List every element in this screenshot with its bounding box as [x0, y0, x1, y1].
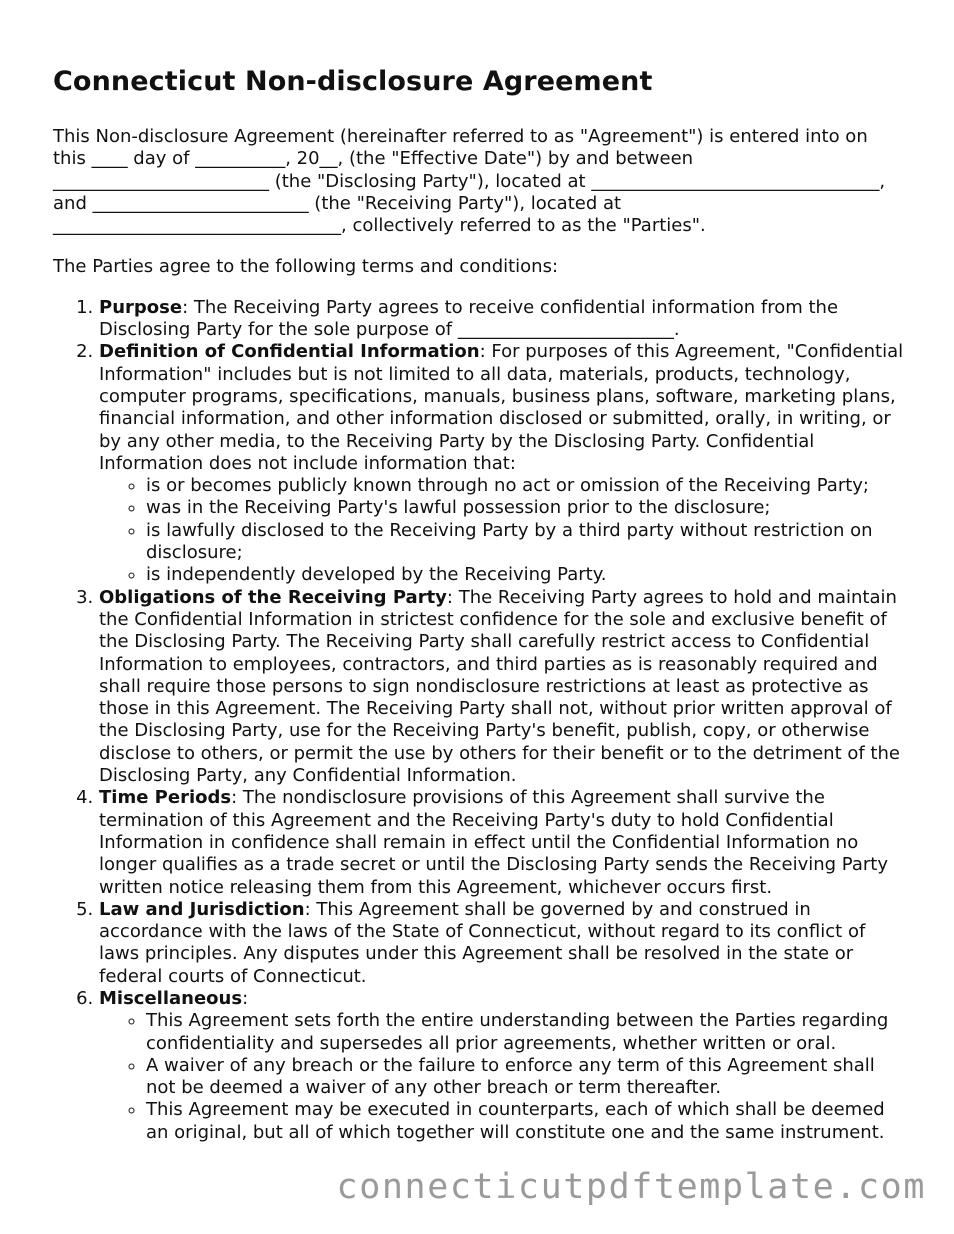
list-item: ◦ is lawfully disclosed to the Receiving Party by a third party without restriction on disclosure;: [146, 520, 905, 565]
list-item: ◦ was in the Receiving Party's lawful possession prior to the disclosure;: [146, 497, 905, 519]
list-item: ◦ is independently developed by the Receiving Party.: [146, 564, 905, 586]
exclusions-list: [99, 475, 905, 586]
term-text: : This Agreement shall be governed by and construed in accordance with the laws of the State of Connecticut, without regard to its conflict of laws principles. Any disputes under this Agreement shall be resolved in the state or federal courts of Connecticut.: [99, 898, 866, 987]
term-law-jurisdiction: [99, 899, 905, 988]
list-item: ◦ This Agreement may be executed in counterparts, each of which shall be deemed an original, but all of which together will constitute one and the same instrument.: [146, 1099, 905, 1144]
term-heading: Purpose: [99, 296, 183, 318]
term-heading: Time Periods: [99, 787, 232, 809]
term-text: : The nondisclosure provisions of this Agreement shall survive the termination of this Agreement and the Receiving Party's duty to hold Confidential Information in confidence shall remain in effect until the Confidential Information no longer qualifies as a trade secret or until the Disclosing Party sends the Receiving Party written notice releasing them from this Agreement, whichever occurs first.: [99, 787, 888, 898]
terms-list: [53, 297, 905, 1144]
term-time-periods: [99, 787, 905, 898]
term-heading: Law and Jurisdiction: [99, 898, 305, 920]
intro-paragraph: This Non-disclosure Agreement (hereinafter referred to as "Agreement") is entered into on this ____ day of __________, 20__, (the "Effective Date") by and between ________________________ (the "Disclosing Party"), located at ________________________________, and ________________________ (the "Receiving Party"), located at ________________________________, collectively referred to as the "Parties".: [53, 126, 886, 237]
term-text: : The Receiving Party agrees to receive confidential information from the Disclosing Party for the sole purpose of ________________________.: [99, 296, 839, 341]
term-miscellaneous: [99, 988, 905, 1144]
list-item: ◦ A waiver of any breach or the failure to enforce any term of this Agreement shall not be deemed a waiver of any other breach or term thereafter.: [146, 1055, 905, 1100]
agree-paragraph: The Parties agree to the following terms and conditions:: [53, 255, 559, 277]
term-definition: [99, 341, 905, 586]
watermark-text: connecticutpdftemplate.com: [336, 1167, 926, 1207]
page-title: Connecticut Non-disclosure Agreement: [53, 66, 653, 97]
term-purpose: [99, 297, 905, 342]
term-heading: Obligations of the Receiving Party: [99, 586, 447, 608]
list-item: ◦ is or becomes publicly known through no act or omission of the Receiving Party;: [146, 475, 905, 497]
miscellaneous-list: [99, 1010, 905, 1144]
term-text: : For purposes of this Agreement, "Confidential Information" includes but is not limited to all data, materials, products, technology, computer programs, specifications, manuals, business plans, software, marketing plans, financial information, and other information disclosed or submitted, orally, in writing, or by any other media, to the Receiving Party by the Disclosing Party. Confidential Information does not include information that:: [99, 341, 904, 474]
term-heading: Miscellaneous: [99, 987, 243, 1009]
document-page: [53, 62, 905, 1144]
term-text: :: [242, 987, 249, 1009]
term-heading: Definition of Confidential Information: [99, 341, 480, 363]
term-text: : The Receiving Party agrees to hold and maintain the Confidential Information in strictest confidence for the sole and exclusive benefit of the Disclosing Party. The Receiving Party shall carefully restrict access to Confidential Information to employees, contractors, and third parties as is reasonably required and shall require those persons to sign nondisclosure restrictions at least as protective as those in this Agreement. The Receiving Party shall not, without prior written approval of the Disclosing Party, use for the Receiving Party's benefit, publish, copy, or otherwise disclose to others, or permit the use by others for their benefit or to the detriment of the Disclosing Party, any Confidential Information.: [99, 586, 900, 787]
list-item: ◦ This Agreement sets forth the entire understanding between the Parties regarding confidentiality and supersedes all prior agreements, whether written or oral.: [146, 1010, 905, 1055]
term-obligations: [99, 587, 905, 788]
